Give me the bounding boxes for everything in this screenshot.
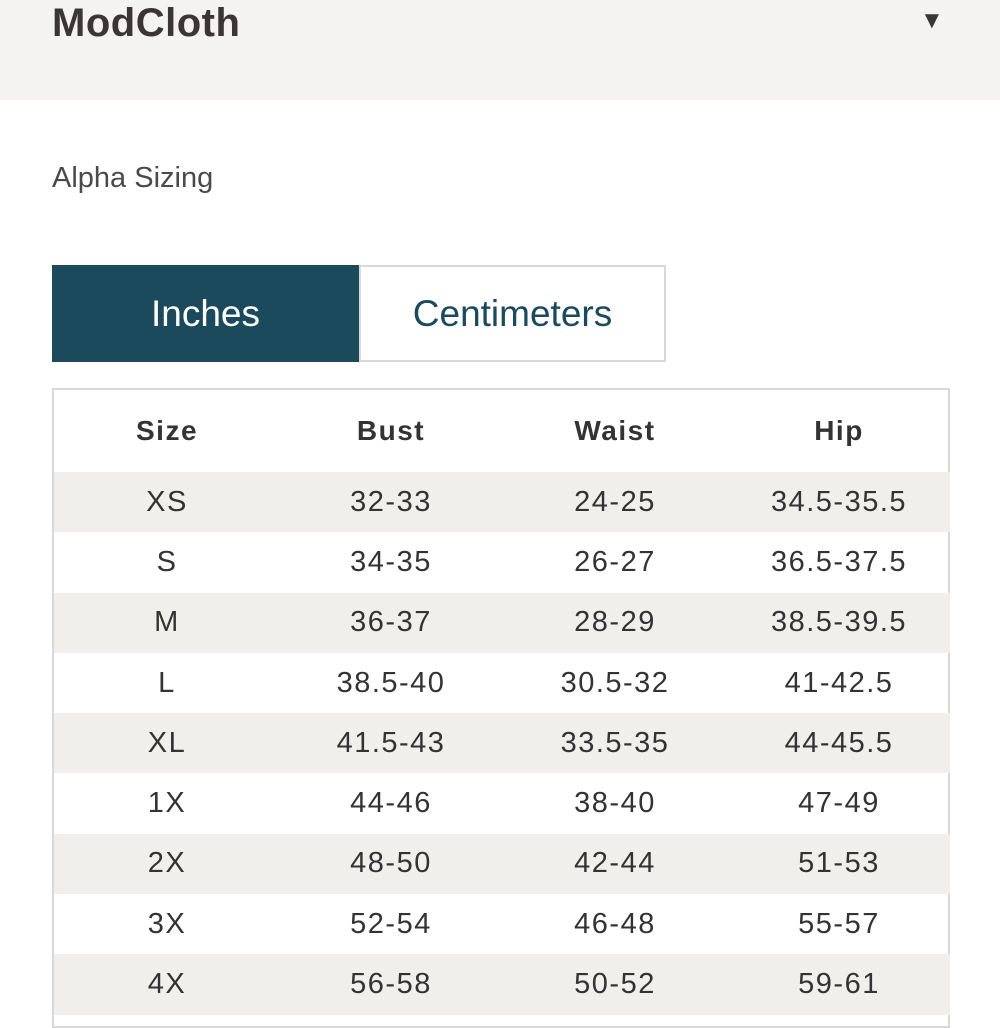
size-cell: 4X [54, 954, 280, 1014]
hip-cell: 59-61 [728, 954, 950, 1014]
hip-cell: 38.5-39.5 [728, 593, 950, 653]
bust-cell: 32-33 [280, 472, 502, 532]
size-table [54, 390, 950, 1015]
bust-cell: 52-54 [350, 907, 432, 940]
table-row [54, 894, 950, 954]
size-cell: L [158, 666, 176, 699]
site-header [0, 0, 1000, 100]
hip-cell: 36.5-37.5 [770, 545, 908, 578]
hip-cell: 34.5-35.5 [728, 472, 950, 532]
bust-cell: 48-50 [280, 834, 502, 894]
table-header-row [54, 390, 950, 472]
size-cell: M [54, 593, 280, 653]
bust-cell: 56-58 [280, 954, 502, 1014]
column-header-waist: Waist [574, 415, 656, 446]
column-header-bust: Bust [356, 415, 426, 446]
size-cell: S [156, 545, 178, 578]
table-row [54, 593, 950, 653]
table-row [54, 472, 950, 532]
section-title: Alpha Sizing [52, 162, 214, 194]
brand-logo[interactable]: ModCloth [52, 1, 241, 45]
table-row [54, 713, 950, 773]
table-row [54, 954, 950, 1014]
waist-cell: 30.5-32 [560, 666, 670, 699]
table-row [54, 773, 950, 833]
hip-cell: 44-45.5 [728, 713, 950, 773]
bust-cell: 44-46 [350, 787, 432, 820]
table-row [54, 532, 950, 592]
hip-cell: 51-53 [728, 834, 950, 894]
table-row [54, 653, 950, 713]
waist-cell: 42-44 [502, 834, 728, 894]
size-cell: 1X [147, 787, 187, 820]
waist-cell: 26-27 [574, 545, 656, 578]
column-header-hip: Hip [814, 415, 864, 446]
waist-cell: 38-40 [574, 787, 656, 820]
hip-cell: 47-49 [798, 787, 880, 820]
waist-cell: 50-52 [502, 954, 728, 1014]
chevron-down-icon[interactable]: ▼ [920, 7, 944, 34]
column-header-size: Size [135, 415, 199, 446]
unit-tabs [52, 265, 666, 362]
size-chart [52, 388, 950, 1028]
hip-cell: 41-42.5 [784, 666, 894, 699]
size-cell: XL [54, 713, 280, 773]
size-cell: 3X [147, 907, 187, 940]
bust-cell: 38.5-40 [336, 666, 446, 699]
tab-centimeters[interactable]: Centimeters [359, 265, 666, 362]
waist-cell: 24-25 [502, 472, 728, 532]
waist-cell: 33.5-35 [502, 713, 728, 773]
tab-inches[interactable]: Inches [52, 265, 359, 362]
size-cell: XS [54, 472, 280, 532]
table-row [54, 834, 950, 894]
size-cell: 2X [54, 834, 280, 894]
hip-cell: 55-57 [798, 907, 880, 940]
bust-cell: 34-35 [350, 545, 432, 578]
waist-cell: 28-29 [502, 593, 728, 653]
waist-cell: 46-48 [574, 907, 656, 940]
bust-cell: 41.5-43 [280, 713, 502, 773]
bust-cell: 36-37 [280, 593, 502, 653]
